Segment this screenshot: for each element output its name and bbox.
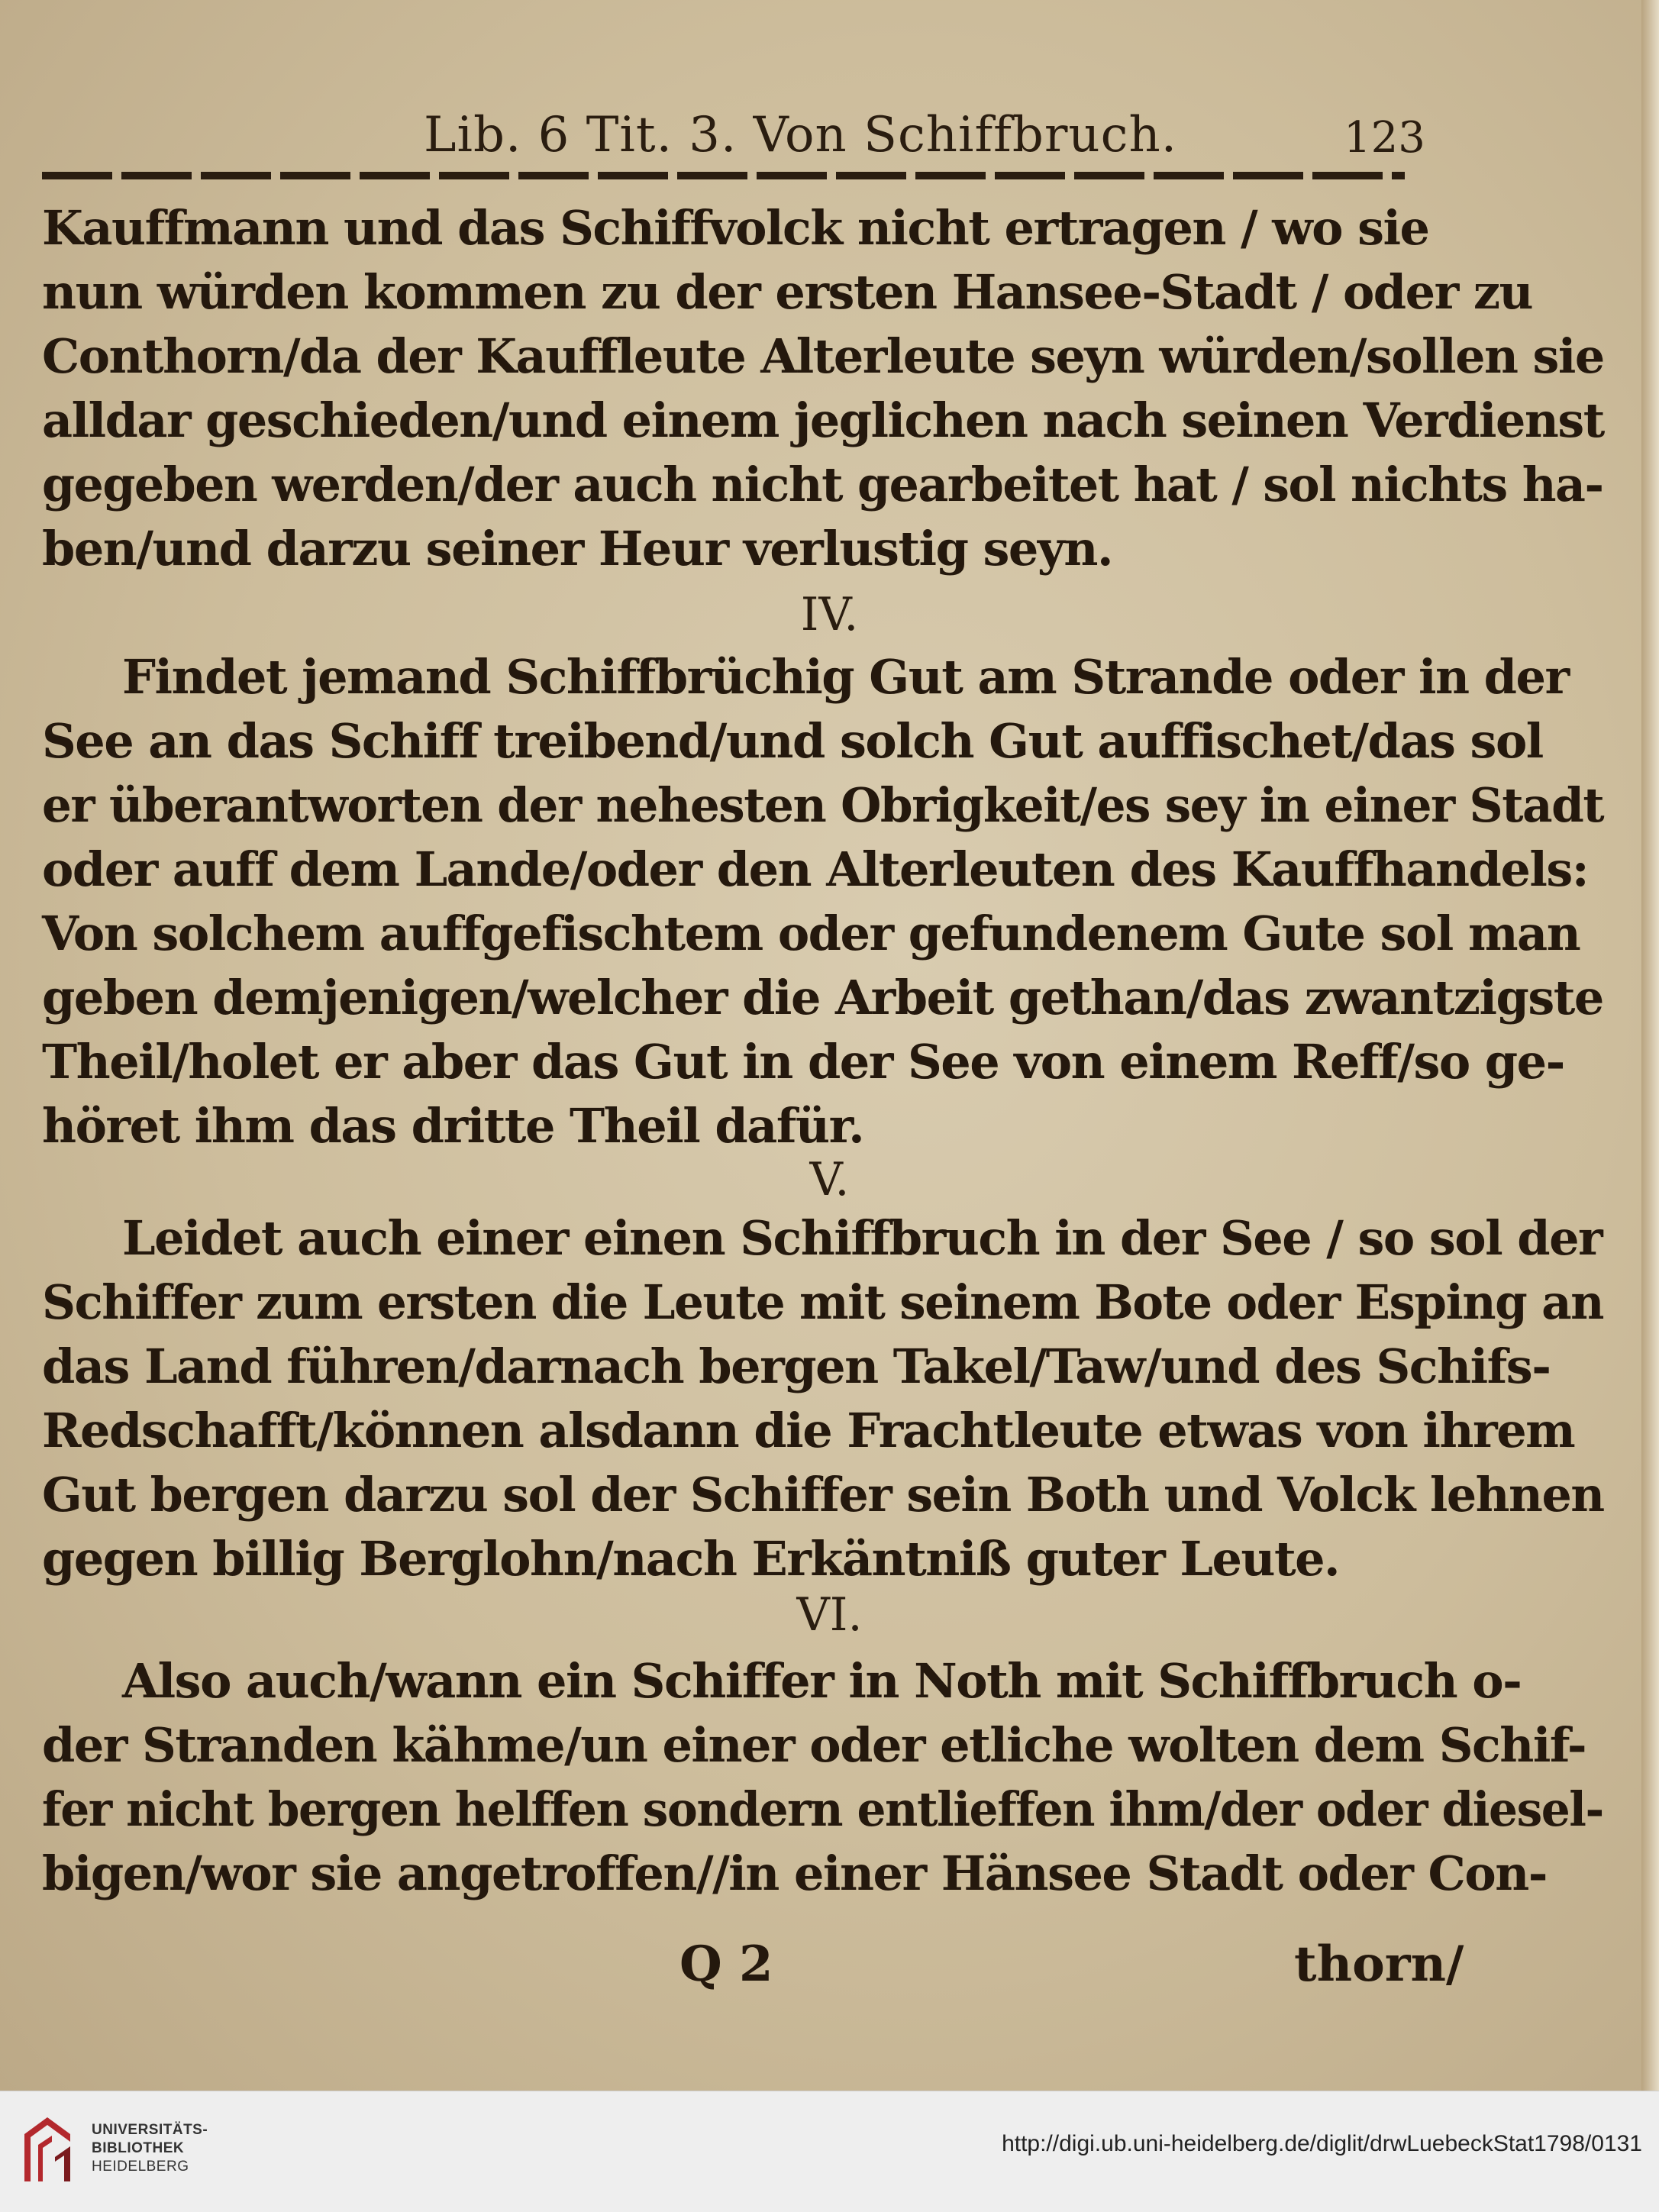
- text-line: Gut bergen darzu sol der Schiffer sein Both und Volck lehnen: [42, 1467, 1604, 1523]
- text-line: Also auch/wann ein Schiffer in Noth mit Schiffbruch o-: [122, 1653, 1522, 1709]
- text-line: geben demjenigen/welcher die Arbeit gethan/das zwantzigste: [42, 970, 1603, 1025]
- section-number: IV.: [800, 588, 859, 641]
- catchword: thorn/: [1294, 1936, 1464, 1993]
- running-head: Lib. 6 Tit. 3. Von Schiffbruch.: [424, 107, 1178, 163]
- text-line: gegeben werden/der auch nicht gearbeitet hat / sol nichts ha-: [42, 457, 1603, 512]
- text-line: der Stranden kähme/un einer oder etliche wolten dem Schif-: [42, 1717, 1586, 1773]
- section-number: VI.: [796, 1588, 863, 1642]
- viewer-footer: [0, 2091, 1659, 2212]
- text-line: Theil/holet er aber das Gut in der See von einem Reff/so ge-: [42, 1034, 1564, 1090]
- logo-text-line2: BIBLIOTHEK: [92, 2140, 185, 2156]
- text-line: Findet jemand Schiffbrüchig Gut am Strande oder in der: [122, 649, 1569, 705]
- permalink-url[interactable]: http://digi.ub.uni-heidelberg.de/diglit/drwLuebeckStat1798/0131: [1002, 2131, 1642, 2156]
- library-logo-icon: [17, 2111, 78, 2188]
- text-line: er überantworten der nehesten Obrigkeit/es sey in einer Stadt: [42, 777, 1604, 833]
- text-line: höret ihm das dritte Theil dafür.: [42, 1098, 864, 1154]
- text-line: oder auff dem Lande/oder den Alterleuten des Kauffhandels:: [42, 841, 1589, 897]
- text-line: See an das Schiff treibend/und solch Gut auffischet/das sol: [42, 713, 1543, 769]
- text-line: gegen billig Berglohn/nach Erkäntniß guter Leute.: [42, 1531, 1340, 1587]
- text-line: Redschafft/können alsdann die Frachtleute etwas von ihrem: [42, 1403, 1575, 1458]
- text-line: Von solchem auffgefischtem oder gefundenem Gute sol man: [42, 906, 1580, 961]
- logo-text-line1: UNIVERSITÄTS-: [92, 2122, 208, 2138]
- text-line: alldar geschieden/und einem jeglichen nach seinen Verdienst: [42, 392, 1604, 448]
- text-line: Schiffer zum ersten die Leute mit seinem Bote oder Esping an: [42, 1274, 1604, 1330]
- page-number: 123: [1344, 113, 1425, 163]
- text-line: ben/und darzu seiner Heur verlustig seyn.: [42, 521, 1113, 576]
- text-line: fer nicht bergen helffen sondern entlieffen ihm/der oder diesel-: [42, 1781, 1603, 1837]
- text-line: bigen/wor sie angetroffen//in einer Hänsee Stadt oder Con-: [42, 1845, 1548, 1901]
- text-line: Leidet auch einer einen Schiffbruch in der See / so sol der: [122, 1210, 1603, 1266]
- text-line: Kauffmann und das Schiffvolck nicht ertragen / wo sie: [42, 200, 1429, 256]
- page-header: [42, 99, 1425, 168]
- text-line: nun würden kommen zu der ersten Hansee-Stadt / oder zu: [42, 264, 1533, 320]
- section-number: V.: [809, 1153, 850, 1206]
- text-line: Conthorn/da der Kauffleute Alterleute seyn würden/sollen sie: [42, 328, 1604, 384]
- header-rule: [42, 172, 1405, 179]
- signature-mark: Q 2: [679, 1936, 773, 1993]
- logo-text-line3: HEIDELBERG: [92, 2159, 189, 2175]
- text-line: das Land führen/darnach bergen Takel/Taw/und des Schifs-: [42, 1339, 1551, 1394]
